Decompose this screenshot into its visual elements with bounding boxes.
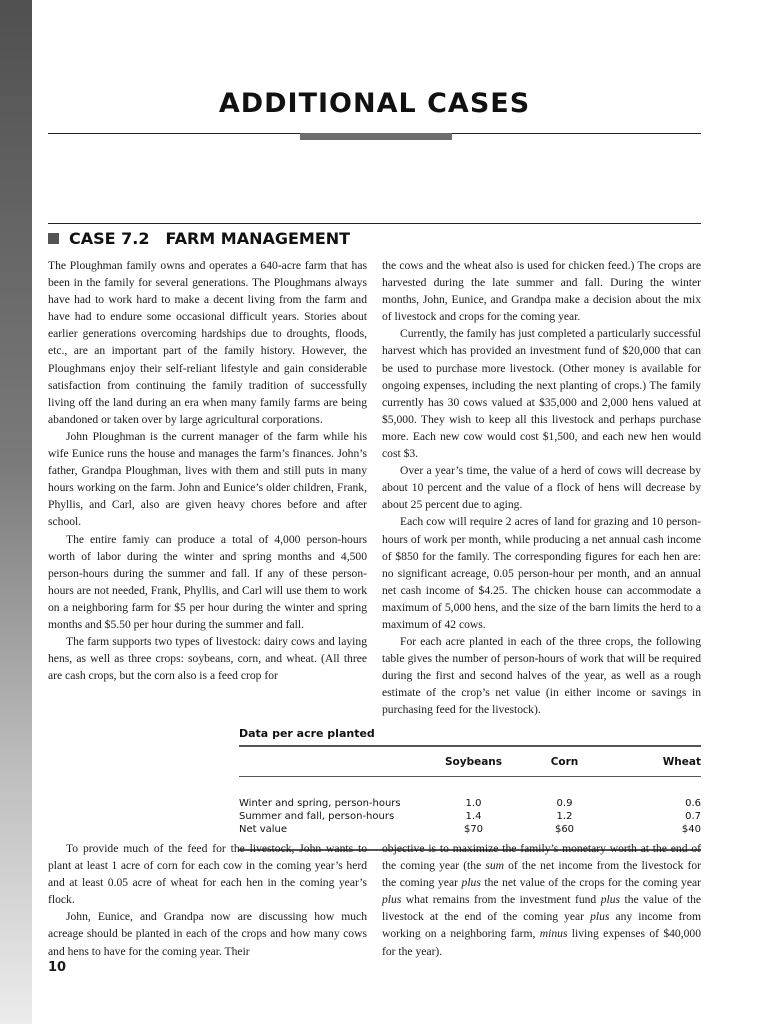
right-column-top [382,257,701,719]
paragraph: Each cow will require 2 acres of land for grazing and 10 person-hours of work per month, while producing a net annual cash income of $850 for the family. The corresponding figures for each hen are: no significant acreage, 0.05 person-hour per month, and an annual net cash income of $4.25. The chicken house can accommodate a maximum of 5,000 hens, and the size of the barn limits the herd to a maximum of 42 cows. [382,515,701,631]
paragraph: the cows and the wheat also is used for chicken feed.) The crops are harvested during the late summer and fall. During the winter months, John, Eunice, and Grandpa make a decision about the mix of livestock and crops for the coming year. [382,259,701,324]
table-cell: 1.0 [465,798,482,809]
table-cell: 0.6 [685,798,701,809]
paragraph: The Ploughman family owns and operates a 640-acre farm that has been in the family for several generations. The Ploughmans always have had to work hard to make a decent living from the farm and have had to endure some occasional difficult years. Stories about earlier generations overcoming hardships due to droughts, floods, etc., are an important part of the family history. However, the Ploughmans enjoy their self-reliant lifestyle and gain considerable satisfaction from continuing the family tradition of successfully living off the land during an era when many family farms are being abandoned or taken over by large agricultural corporations. [48,259,367,426]
paragraph: To provide much of the feed for the livestock, John wants to plant at least 1 acre of corn for each cow in the coming year’s herd and at least 0.05 acre of wheat for each hen in the coming year’s flock. [48,842,367,907]
crop-data-table [239,745,701,851]
case-name: FARM MANAGEMENT [165,229,351,248]
square-bullet-icon [48,233,59,244]
table-cell: Net value [239,824,288,835]
text-run: the net value of the crops for the coming year [480,876,701,890]
table-row [239,777,701,811]
paragraph: The entire famiy can produce a total of 4,000 person-hours worth of labor during the winter and spring months and 4,500 person-hours during the summer and fall. If any of these person-hours are not needed, Frank, Phyllis, and Carl will use them to work on a neighboring farm for $5 per hour during the winter and spring months and $5.50 per hour during the summer and fall. [48,532,367,631]
emphasis: plus [590,910,610,924]
case-number: CASE 7.2 [69,229,150,248]
left-column-top [48,257,367,684]
emphasis: plus [382,893,402,907]
table-header-cell [239,746,428,777]
side-accent-bar [0,0,32,1024]
emphasis: plus [600,893,621,907]
paragraph [382,840,701,960]
table-row [239,810,701,823]
table-cell: $40 [681,824,701,835]
table-cell: 0.7 [685,811,701,822]
case-rule [48,223,701,224]
table-cell: $60 [554,824,575,835]
left-column-bottom [48,840,367,960]
emphasis: plus [461,876,481,890]
table-header-cell: Corn [550,755,579,768]
title-tab-accent [300,133,452,140]
text-run: what remains from the investment fund [401,893,601,907]
paragraph: John Ploughman is the current manager of the farm while his wife Eunice runs the house and manages the farm’s finances. John’s father, Grandpa Ploughman, lives with them and still puts in many hours working on the farm. John and Eunice’s older children, Frank, Phyllis, and Carl, also are given heavy chores before and after school. [48,429,367,529]
emphasis: minus [539,927,568,941]
table-cell: Summer and fall, person-hours [239,811,395,822]
paragraph: For each acre planted in each of the three crops, the following table gives the number of person-hours of work that will be required during the first and second halves of the year, as well as a rough estimate of the crop’s net value (in either income or savings in purchasing feed for the livestock). [382,635,701,717]
paragraph: The farm supports two types of livestock: dairy cows and laying hens, as well as three crops: soybeans, corn, and wheat. (All three are cash crops, but the corn also is a feed crop for [48,635,367,683]
page-number: 10 [48,960,67,975]
paragraph: Currently, the family has just completed a particularly successful harvest which has provided an investment fund of $20,000 that can be used to purchase more livestock. (Other money is available for ongoing expenses, including the next planting of crops.) The family currently has 30 cows valued at $35,000 and 2,000 hens valued at $5,000. They wish to keep all this livestock and perhaps purchase more. Each new cow would cost $1,500, and each new hen would cost $3. [382,327,701,461]
table-header-cell: Wheat [662,755,701,768]
right-column-bottom [382,840,701,960]
table-caption: Data per acre planted [239,727,375,740]
table-cell: 1.2 [556,811,573,822]
text-run: the value of the livestock at the end of the coming year [382,893,702,924]
table-cell: 0.9 [556,798,573,809]
paragraph: John, Eunice, and Grandpa now are discussing how much acreage should be planted in each of the crops and how many cows and hens to have for the coming year. Their [48,910,367,958]
text-run: any income from working on a neighboring farm, [382,910,701,941]
table-cell: $70 [463,824,484,835]
case-heading [48,229,350,248]
text-run: of the net income from the livestock for the coming year [382,859,702,890]
text-run: living expenses of $40,000 for the year). [382,927,701,958]
table-header-cell: Soybeans [444,755,503,768]
text-run: objective is to maximize the family’s monetary worth at the end of the coming year (the [382,842,701,873]
table-cell: Winter and spring, person-hours [239,798,401,809]
paragraph: Over a year’s time, the value of a herd of cows will decrease by about 10 percent and the value of a flock of hens will decrease by about 25 percent due to aging. [382,464,701,512]
page-title: ADDITIONAL CASES [218,88,531,119]
table-cell: 1.4 [465,811,482,822]
emphasis: sum [485,859,505,873]
table-header-row [239,746,701,777]
